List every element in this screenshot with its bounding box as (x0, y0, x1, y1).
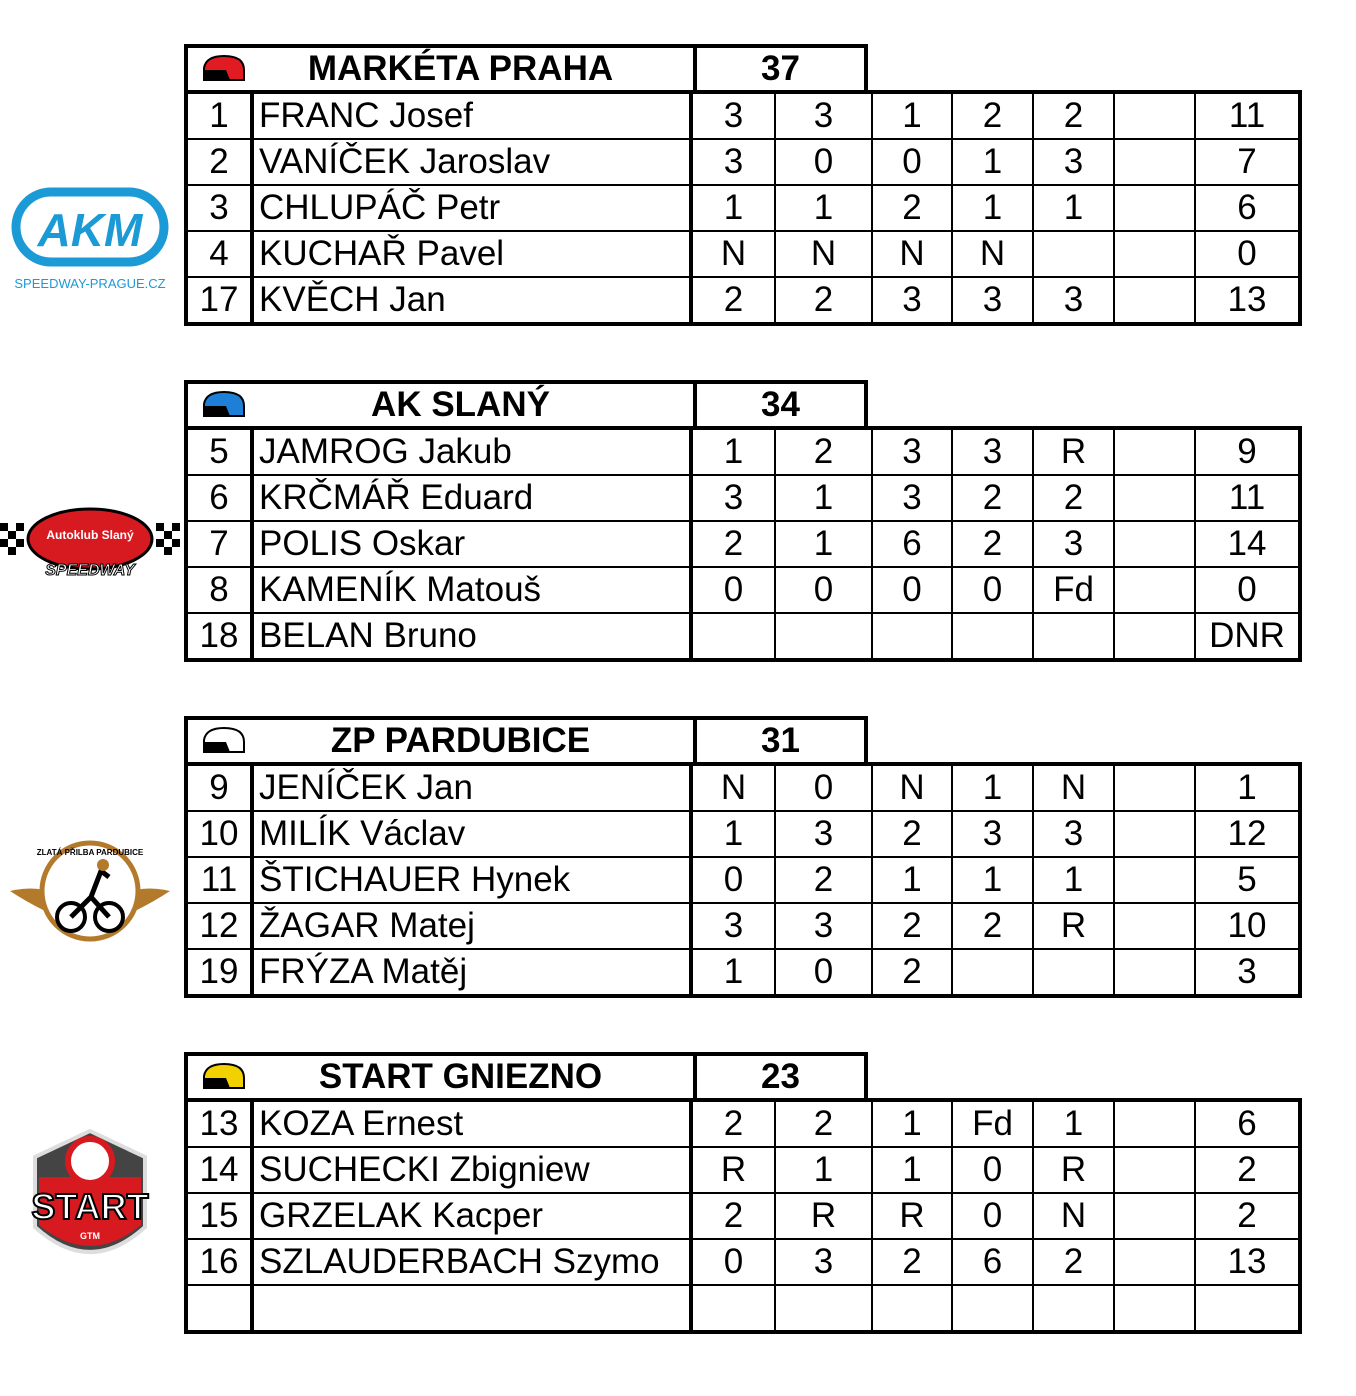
start-gniezno-logo-icon (0, 1122, 180, 1272)
riders-table (184, 762, 1302, 998)
rider-total: 0 (1195, 231, 1300, 277)
rider-row (186, 764, 1300, 811)
rider-row (186, 139, 1300, 185)
rider-name (252, 1285, 691, 1332)
heat-score (872, 1285, 952, 1332)
heat-score: 3 (952, 811, 1033, 857)
heat-score: 2 (872, 811, 952, 857)
heat-score (1033, 949, 1114, 996)
heat-score (1033, 613, 1114, 660)
rider-name: MILÍK Václav (252, 811, 691, 857)
heat-score: 2 (872, 903, 952, 949)
rider-name: GRZELAK Kacper (252, 1193, 691, 1239)
rider-name: SZLAUDERBACH Szymo (252, 1239, 691, 1285)
heat-score (1114, 277, 1195, 324)
rider-total: 7 (1195, 139, 1300, 185)
heat-score: 1 (872, 857, 952, 903)
rider-name: BELAN Bruno (252, 613, 691, 660)
rider-row (186, 903, 1300, 949)
rider-number: 13 (186, 1100, 252, 1147)
heat-score: 3 (691, 475, 775, 521)
rider-total: 11 (1195, 92, 1300, 139)
rider-number: 5 (186, 428, 252, 475)
heat-score (1114, 521, 1195, 567)
heat-score: 2 (691, 1100, 775, 1147)
rider-number: 16 (186, 1239, 252, 1285)
rider-row (186, 811, 1300, 857)
heat-score: 2 (775, 1100, 872, 1147)
rider-row (186, 567, 1300, 613)
heat-score: N (872, 764, 952, 811)
heat-score: 3 (1033, 277, 1114, 324)
team-name: MARKÉTA PRAHA (307, 49, 614, 88)
heat-score: 1 (691, 811, 775, 857)
heat-score: 2 (952, 475, 1033, 521)
rider-total: 14 (1195, 521, 1300, 567)
rider-name: KUCHAŘ Pavel (252, 231, 691, 277)
heat-score: 1 (872, 1100, 952, 1147)
heat-score: 2 (775, 857, 872, 903)
heat-score: 1 (952, 764, 1033, 811)
heat-score: N (691, 764, 775, 811)
riders-table (184, 426, 1302, 662)
rider-number: 19 (186, 949, 252, 996)
heat-score: 0 (952, 567, 1033, 613)
rider-name: FRANC Josef (252, 92, 691, 139)
rider-number: 6 (186, 475, 252, 521)
rider-total: 6 (1195, 185, 1300, 231)
rider-name: SUCHECKI Zbigniew (252, 1147, 691, 1193)
rider-row (186, 1285, 1300, 1332)
team-total: 23 (761, 1057, 800, 1096)
heat-score: 2 (775, 428, 872, 475)
rider-name: ŽAGAR Matej (252, 903, 691, 949)
heat-score (691, 1285, 775, 1332)
akm-logo-icon (0, 164, 180, 314)
team-total: 34 (761, 385, 800, 424)
rider-name: VANÍČEK Jaroslav (252, 139, 691, 185)
heat-score: 0 (775, 764, 872, 811)
team-name: AK SLANÝ (371, 385, 550, 424)
heat-score (952, 613, 1033, 660)
heat-score (872, 613, 952, 660)
rider-row (186, 277, 1300, 324)
heat-score: Fd (1033, 567, 1114, 613)
heat-score (1114, 949, 1195, 996)
team-header (184, 380, 868, 430)
heat-score: R (1033, 1147, 1114, 1193)
heat-score: 0 (691, 567, 775, 613)
heat-score: 3 (691, 139, 775, 185)
rider-total: 6 (1195, 1100, 1300, 1147)
heat-score: 2 (1033, 92, 1114, 139)
heat-score: 3 (1033, 139, 1114, 185)
rider-row (186, 231, 1300, 277)
heat-score: N (775, 231, 872, 277)
heat-score: 0 (775, 139, 872, 185)
heat-score: 3 (775, 92, 872, 139)
rider-total: 1 (1195, 764, 1300, 811)
rider-total: 13 (1195, 1239, 1300, 1285)
heat-score: R (775, 1193, 872, 1239)
rider-total: 13 (1195, 277, 1300, 324)
rider-number: 4 (186, 231, 252, 277)
team-total: 31 (761, 721, 800, 760)
heat-score: 0 (952, 1193, 1033, 1239)
zlata-prilba-logo-icon (0, 816, 180, 966)
heat-score (775, 613, 872, 660)
heat-score: 0 (775, 567, 872, 613)
team-name: START GNIEZNO (318, 1057, 603, 1096)
slany-logo-text: Autoklub Slaný (46, 528, 134, 542)
heat-score: 0 (775, 949, 872, 996)
heat-score (1033, 231, 1114, 277)
rider-number: 7 (186, 521, 252, 567)
start-logo-sub: GTM (80, 1231, 100, 1241)
zlata-logo-text: ZLATÁ PŘILBA PARDUBICE (36, 848, 144, 857)
heat-score (1033, 1285, 1114, 1332)
rider-total: 5 (1195, 857, 1300, 903)
rider-row (186, 1100, 1300, 1147)
heat-score: 3 (775, 811, 872, 857)
rider-total: 2 (1195, 1193, 1300, 1239)
heat-score: N (872, 231, 952, 277)
heat-score: 1 (1033, 185, 1114, 231)
team-header (184, 1052, 868, 1102)
rider-number: 1 (186, 92, 252, 139)
rider-total: 11 (1195, 475, 1300, 521)
rider-name: JAMROG Jakub (252, 428, 691, 475)
rider-row (186, 949, 1300, 996)
rider-total: 2 (1195, 1147, 1300, 1193)
heat-score (1114, 92, 1195, 139)
riders-table (184, 1098, 1302, 1334)
heat-score: 3 (952, 428, 1033, 475)
heat-score (1114, 857, 1195, 903)
heat-score (1114, 567, 1195, 613)
rider-name: KAMENÍK Matouš (252, 567, 691, 613)
heat-score: 2 (1033, 1239, 1114, 1285)
heat-score: 1 (775, 185, 872, 231)
heat-score: N (1033, 1193, 1114, 1239)
rider-number: 18 (186, 613, 252, 660)
heat-score: 0 (691, 1239, 775, 1285)
rider-name: CHLUPÁČ Petr (252, 185, 691, 231)
slany-logo-sub: SPEEDWAY (45, 562, 135, 579)
heat-score: R (1033, 903, 1114, 949)
team-block (0, 380, 1356, 680)
rider-name: KRČMÁŘ Eduard (252, 475, 691, 521)
rider-number: 12 (186, 903, 252, 949)
heat-score: 1 (775, 1147, 872, 1193)
rider-row (186, 857, 1300, 903)
heat-score: R (1033, 428, 1114, 475)
rider-total: 0 (1195, 567, 1300, 613)
heat-score: N (691, 231, 775, 277)
rider-number: 2 (186, 139, 252, 185)
heat-score: 2 (775, 277, 872, 324)
heat-score: 3 (1033, 521, 1114, 567)
heat-score: 1 (775, 521, 872, 567)
rider-name: ŠTICHAUER Hynek (252, 857, 691, 903)
heat-score: 1 (952, 139, 1033, 185)
heat-score: 3 (775, 903, 872, 949)
heat-score (1114, 1147, 1195, 1193)
akm-logo-text: AKM (37, 204, 143, 256)
heat-score (1114, 811, 1195, 857)
heat-score: 2 (872, 1239, 952, 1285)
heat-score: 2 (1033, 475, 1114, 521)
rider-number (186, 1285, 252, 1332)
rider-row (186, 521, 1300, 567)
team-block (0, 716, 1356, 1016)
team-total: 37 (761, 49, 800, 88)
heat-score: 2 (952, 521, 1033, 567)
heat-score: 3 (775, 1239, 872, 1285)
rider-name: POLIS Oskar (252, 521, 691, 567)
heat-score: 1 (872, 1147, 952, 1193)
heat-score: 6 (952, 1239, 1033, 1285)
rider-total: 10 (1195, 903, 1300, 949)
rider-row (186, 428, 1300, 475)
heat-score: 1 (775, 475, 872, 521)
team-name: ZP PARDUBICE (330, 721, 591, 760)
heat-score (775, 1285, 872, 1332)
rider-total: 9 (1195, 428, 1300, 475)
heat-score: 3 (952, 277, 1033, 324)
heat-score (1114, 1239, 1195, 1285)
rider-row (186, 613, 1300, 660)
heat-score: 2 (691, 521, 775, 567)
heat-score: 1 (872, 92, 952, 139)
rider-total (1195, 1285, 1300, 1332)
rider-name: JENÍČEK Jan (252, 764, 691, 811)
autoklub-slany-logo-icon (0, 466, 180, 616)
heat-score (1114, 475, 1195, 521)
heat-score: 3 (1033, 811, 1114, 857)
rider-number: 17 (186, 277, 252, 324)
heat-score: Fd (952, 1100, 1033, 1147)
heat-score (952, 949, 1033, 996)
rider-total: 3 (1195, 949, 1300, 996)
heat-score: 2 (872, 949, 952, 996)
heat-score: 2 (952, 92, 1033, 139)
rider-number: 10 (186, 811, 252, 857)
heat-score (1114, 185, 1195, 231)
heat-score: R (691, 1147, 775, 1193)
heat-score: 1 (952, 857, 1033, 903)
heat-score: 0 (691, 857, 775, 903)
heat-score: 2 (952, 903, 1033, 949)
heat-score: 6 (872, 521, 952, 567)
akm-logo-sub: SPEEDWAY-PRAGUE.CZ (14, 276, 166, 291)
heat-score (1114, 231, 1195, 277)
rider-row (186, 185, 1300, 231)
riders-table (184, 90, 1302, 326)
team-header (184, 44, 868, 94)
team-header (184, 716, 868, 766)
rider-row (186, 1239, 1300, 1285)
heat-score (1114, 764, 1195, 811)
start-logo-text: START (31, 1186, 149, 1227)
heat-score (1114, 1100, 1195, 1147)
rider-number: 14 (186, 1147, 252, 1193)
heat-score: 1 (1033, 857, 1114, 903)
heat-score (1114, 428, 1195, 475)
heat-score: 1 (691, 185, 775, 231)
heat-score: 2 (872, 185, 952, 231)
heat-score: 3 (872, 277, 952, 324)
rider-total: DNR (1195, 613, 1300, 660)
heat-score: 1 (952, 185, 1033, 231)
rider-name: FRÝZA Matěj (252, 949, 691, 996)
heat-score (952, 1285, 1033, 1332)
rider-row (186, 92, 1300, 139)
heat-score (1114, 613, 1195, 660)
heat-score: 3 (691, 903, 775, 949)
team-block (0, 44, 1356, 344)
rider-total: 12 (1195, 811, 1300, 857)
rider-number: 3 (186, 185, 252, 231)
heat-score (1114, 139, 1195, 185)
heat-score: 0 (872, 567, 952, 613)
rider-row (186, 475, 1300, 521)
rider-number: 8 (186, 567, 252, 613)
rider-number: 11 (186, 857, 252, 903)
heat-score: 1 (691, 949, 775, 996)
heat-score (691, 613, 775, 660)
rider-number: 9 (186, 764, 252, 811)
heat-score: 0 (952, 1147, 1033, 1193)
heat-score (1114, 903, 1195, 949)
team-block (0, 1052, 1356, 1352)
heat-score: 0 (872, 139, 952, 185)
rider-number: 15 (186, 1193, 252, 1239)
heat-score: 2 (691, 277, 775, 324)
heat-score: 1 (1033, 1100, 1114, 1147)
rider-row (186, 1147, 1300, 1193)
heat-score (1114, 1285, 1195, 1332)
heat-score (1114, 1193, 1195, 1239)
heat-score: N (1033, 764, 1114, 811)
heat-score: 1 (691, 428, 775, 475)
heat-score: N (952, 231, 1033, 277)
heat-score: 3 (872, 428, 952, 475)
rider-name: KVĚCH Jan (252, 277, 691, 324)
heat-score: 3 (872, 475, 952, 521)
heat-score: R (872, 1193, 952, 1239)
heat-score: 3 (691, 92, 775, 139)
rider-row (186, 1193, 1300, 1239)
rider-name: KOZA Ernest (252, 1100, 691, 1147)
heat-score: 2 (691, 1193, 775, 1239)
